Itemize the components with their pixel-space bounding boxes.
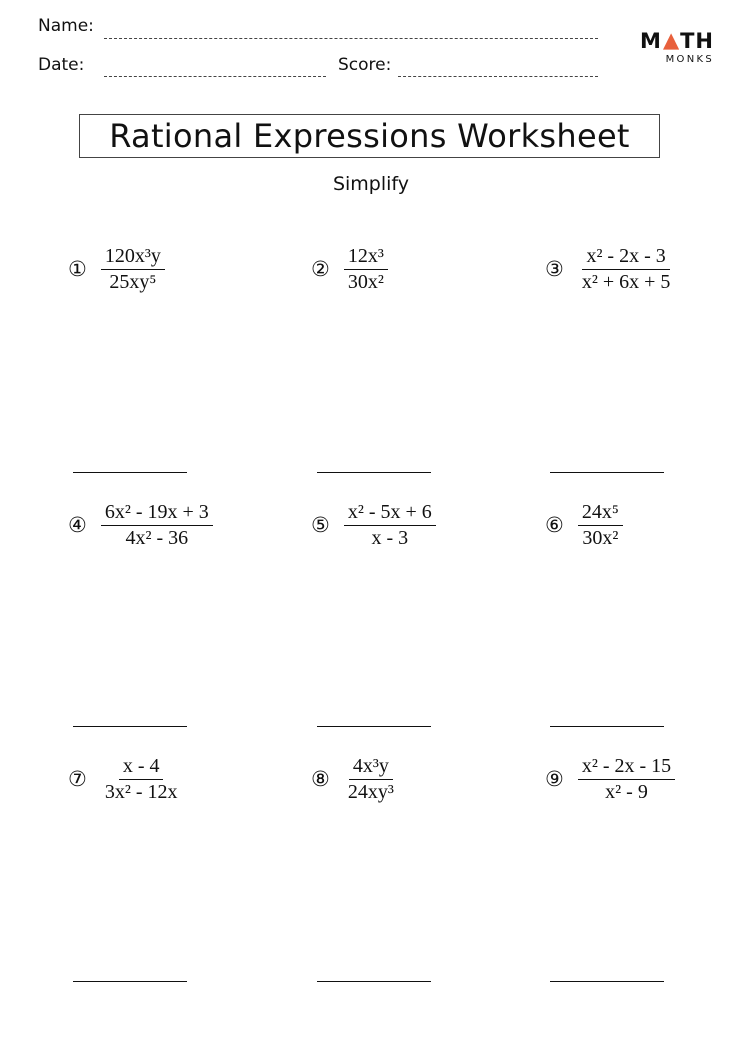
problem-number: ⑥ <box>545 513 564 537</box>
fraction <box>344 502 436 549</box>
numerator: x² - 2x - 15 <box>578 756 675 780</box>
instructions: Simplify <box>332 173 410 195</box>
problem-4 <box>68 502 213 549</box>
denominator: 4x² - 36 <box>125 527 189 549</box>
problem-number: ⑤ <box>311 513 330 537</box>
answer-line-2[interactable] <box>317 472 431 473</box>
fraction <box>578 246 675 293</box>
worksheet-title-text: Rational Expressions Worksheet <box>109 117 630 155</box>
logo-letter-m: M <box>640 29 662 53</box>
numerator: x² - 2x - 3 <box>582 246 669 270</box>
answer-line-1[interactable] <box>73 472 187 473</box>
logo-subtitle: MONKS <box>665 54 714 65</box>
problem-number: ⑦ <box>68 767 87 791</box>
fraction <box>101 756 182 803</box>
worksheet-title <box>79 114 660 158</box>
problem-7 <box>68 756 181 803</box>
logo-letters-th: TH <box>680 29 714 53</box>
problem-8 <box>311 756 398 803</box>
fraction <box>344 756 398 803</box>
problem-number: ⑧ <box>311 767 330 791</box>
name-label: Name: <box>38 16 94 36</box>
denominator: 30x² <box>582 527 619 549</box>
answer-line-5[interactable] <box>317 726 431 727</box>
date-label: Date: <box>38 55 85 75</box>
answer-line-3[interactable] <box>550 472 664 473</box>
numerator: 12x³ <box>344 246 388 270</box>
problem-number: ② <box>311 257 330 281</box>
problem-9 <box>545 756 675 803</box>
answer-line-4[interactable] <box>73 726 187 727</box>
problem-5 <box>311 502 436 549</box>
numerator: 120x³y <box>101 246 165 270</box>
problem-number: ⑨ <box>545 767 564 791</box>
answer-line-9[interactable] <box>550 981 664 982</box>
score-label: Score: <box>338 55 392 75</box>
denominator: 30x² <box>347 271 384 293</box>
numerator: 24x⁵ <box>578 502 623 526</box>
math-monks-logo <box>640 30 714 65</box>
fraction <box>101 246 165 293</box>
fraction <box>578 502 623 549</box>
problem-number: ③ <box>545 257 564 281</box>
problem-number: ① <box>68 257 87 281</box>
numerator: 4x³y <box>349 756 393 780</box>
fraction <box>344 246 388 293</box>
numerator: 6x² - 19x + 3 <box>101 502 213 526</box>
problem-2 <box>311 246 388 293</box>
score-field[interactable] <box>398 76 598 77</box>
problem-number: ④ <box>68 513 87 537</box>
fraction <box>101 502 213 549</box>
fraction <box>578 756 675 803</box>
triangle-icon <box>663 33 679 50</box>
answer-line-8[interactable] <box>317 981 431 982</box>
denominator: 25xy⁵ <box>109 271 157 293</box>
answer-line-7[interactable] <box>73 981 187 982</box>
denominator: x² + 6x + 5 <box>581 271 671 293</box>
numerator: x - 4 <box>119 756 164 780</box>
answer-line-6[interactable] <box>550 726 664 727</box>
problem-1 <box>68 246 165 293</box>
problem-6 <box>545 502 623 549</box>
denominator: 24xy³ <box>347 781 394 803</box>
name-field[interactable] <box>104 38 598 39</box>
problem-3 <box>545 246 674 293</box>
denominator: 3x² - 12x <box>104 781 178 803</box>
denominator: x - 3 <box>371 527 409 549</box>
denominator: x² - 9 <box>605 781 648 803</box>
numerator: x² - 5x + 6 <box>344 502 436 526</box>
date-field[interactable] <box>104 76 326 77</box>
